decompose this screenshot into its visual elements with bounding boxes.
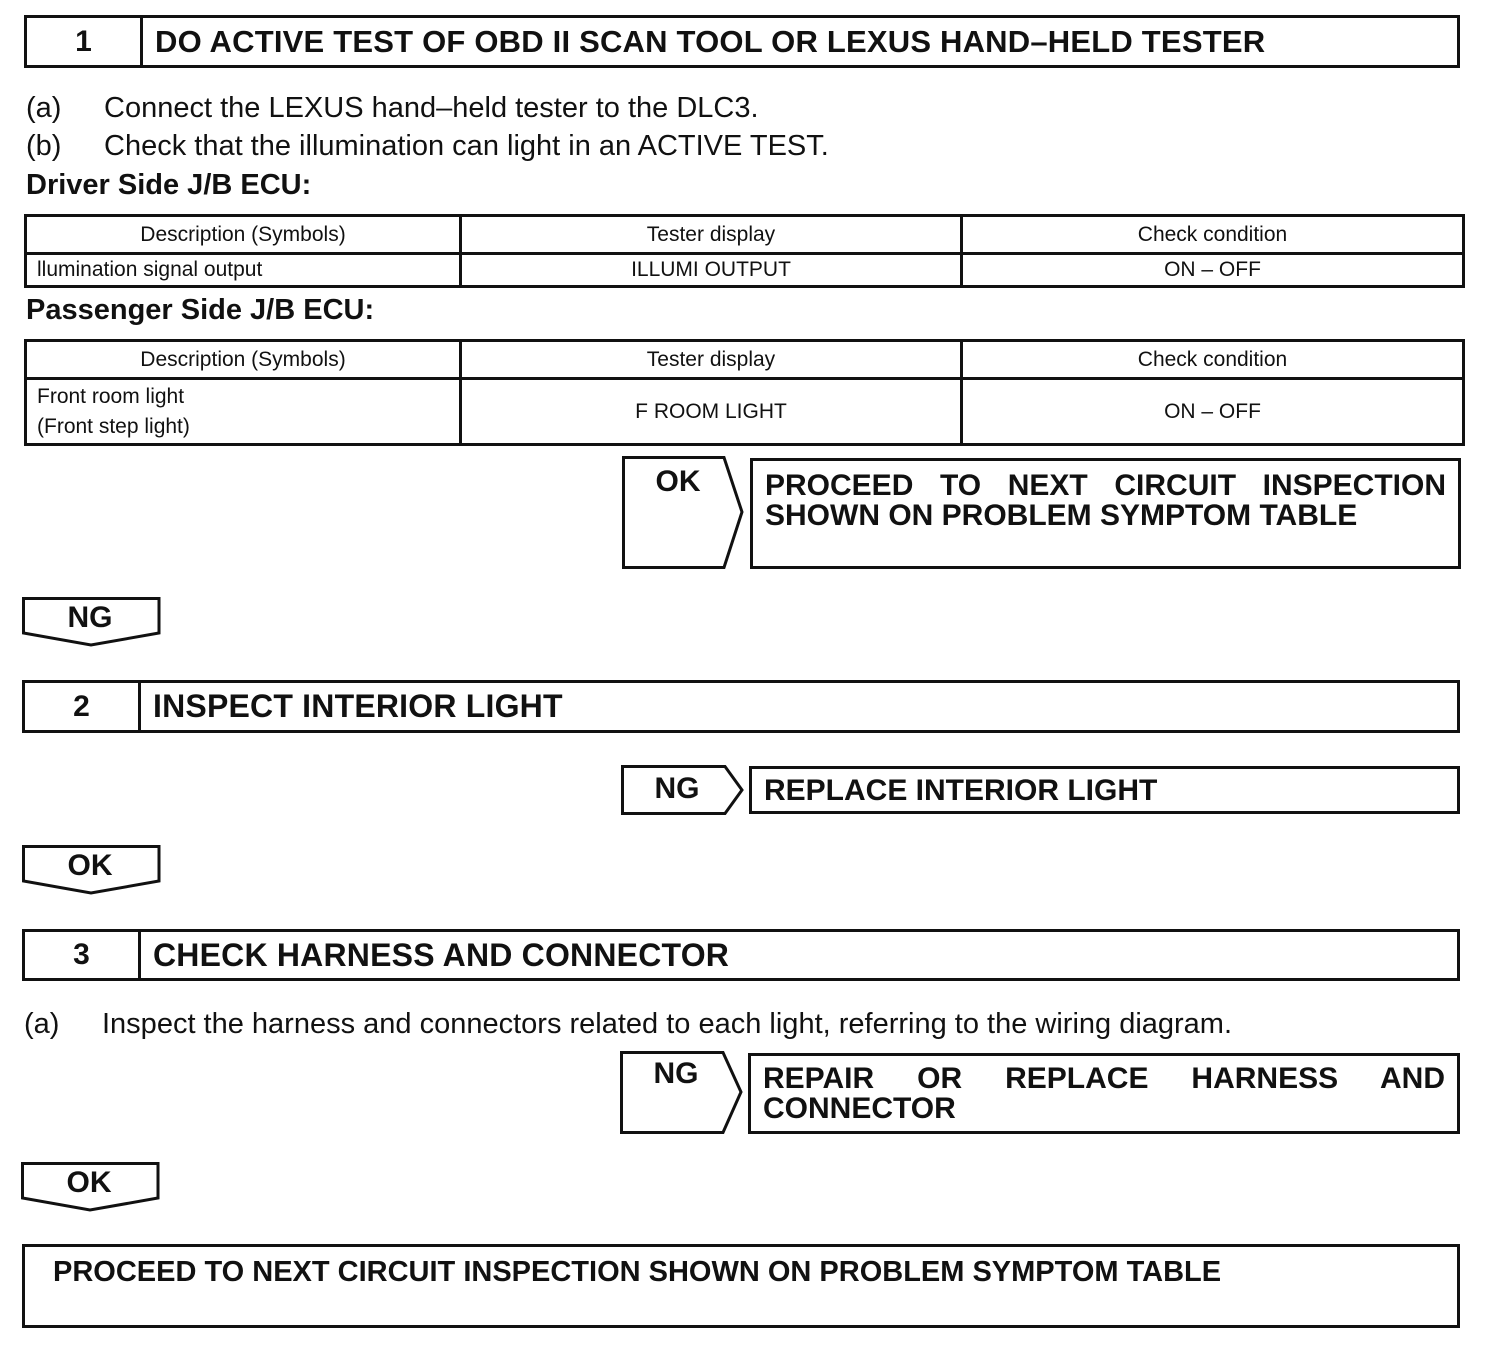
final-result-box [22, 1244, 1460, 1328]
description-cell: llumination signal output [26, 254, 461, 287]
ok-down-tag [21, 1162, 161, 1214]
ok-down-tag [22, 845, 162, 897]
instruction-a [24, 1008, 1232, 1041]
column-header: Description (Symbols) [26, 216, 461, 254]
column-header: Tester display [461, 341, 962, 379]
driver-table-heading: Driver Side J/B ECU: [26, 169, 312, 201]
ok-label: OK [655, 465, 701, 498]
instruction-label: (b) [26, 130, 62, 162]
check-condition-cell: ON – OFF [962, 379, 1464, 445]
step-title: INSPECT INTERIOR LIGHT [153, 688, 563, 724]
ng-label: NG [67, 601, 113, 634]
result-line: REPAIR OR REPLACE HARNESS AND [763, 1062, 1445, 1095]
step-title: CHECK HARNESS AND CONNECTOR [153, 936, 730, 973]
ng-label: NG [654, 772, 700, 805]
step-number: 1 [27, 18, 143, 65]
description-cell [26, 379, 461, 445]
passenger-table-heading: Passenger Side J/B ECU: [26, 294, 375, 326]
ok-arrow-tag [622, 456, 746, 569]
instruction-text: Connect the LEXUS hand–held tester to the DLC3. [104, 92, 759, 124]
step-3-header [22, 929, 1460, 981]
instruction-a [26, 92, 759, 125]
driver-side-table [24, 214, 1465, 288]
step-number: 3 [25, 932, 141, 978]
ok-result-box [750, 458, 1461, 569]
column-header: Check condition [962, 216, 1464, 254]
table-row [26, 254, 1464, 287]
instruction-text: Check that the illumination can light in an ACTIVE TEST. [104, 130, 829, 162]
result-line: REPLACE INTERIOR LIGHT [764, 774, 1158, 807]
passenger-side-table [24, 339, 1465, 446]
result-line: PROCEED TO NEXT CIRCUIT INSPECTION SHOWN ON PROBLEM SYMPTOM TABLE [53, 1256, 1222, 1288]
ok-label: OK [66, 1166, 112, 1199]
description-line: Front room light [37, 384, 185, 408]
instruction-b [26, 130, 829, 163]
table-row [26, 379, 1464, 445]
ng-down-tag [22, 597, 162, 649]
table-header-row [26, 216, 1464, 254]
result-line: SHOWN ON PROBLEM SYMPTOM TABLE [765, 499, 1358, 532]
ok-label: OK [67, 849, 113, 882]
result-line: PROCEED TO NEXT CIRCUIT INSPECTION [765, 469, 1446, 502]
tester-display-cell: F ROOM LIGHT [461, 379, 962, 445]
step-title: DO ACTIVE TEST OF OBD II SCAN TOOL OR LEXUS HAND–HELD TESTER [155, 23, 1266, 59]
column-header: Description (Symbols) [26, 341, 461, 379]
check-condition-cell: ON – OFF [962, 254, 1464, 287]
instruction-label: (a) [26, 92, 62, 124]
ng-result-box [749, 766, 1460, 814]
ng-label: NG [653, 1057, 699, 1090]
instruction-label: (a) [24, 1008, 60, 1040]
ng-result-box [748, 1053, 1460, 1134]
tester-display-cell: ILLUMI OUTPUT [461, 254, 962, 287]
result-line: CONNECTOR [763, 1092, 956, 1125]
ng-arrow-tag [620, 1051, 745, 1134]
step-2-header [22, 680, 1460, 733]
step-number: 2 [25, 683, 141, 730]
step-1-header [24, 15, 1460, 68]
description-line: (Front step light) [37, 414, 190, 438]
column-header: Check condition [962, 341, 1464, 379]
instruction-text: Inspect the harness and connectors related to each light, referring to the wiring diagram. [102, 1008, 1233, 1040]
column-header: Tester display [461, 216, 962, 254]
ng-arrow-tag [621, 765, 746, 815]
table-header-row [26, 341, 1464, 379]
